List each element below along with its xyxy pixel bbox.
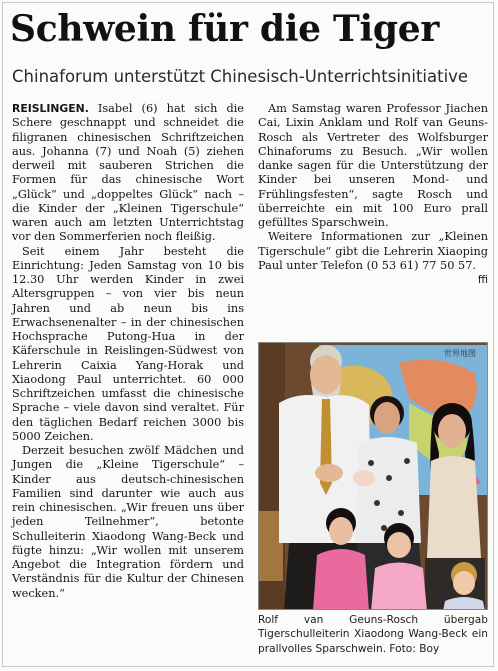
news-photo bbox=[258, 342, 488, 610]
photo-illustration bbox=[259, 343, 488, 610]
subheadline: Chinaforum unterstützt Chinesisch-Unterrichtsinitiative bbox=[12, 67, 469, 86]
dateline: REISLINGEN. bbox=[12, 102, 89, 115]
paragraph-5-text: Weitere Informationen zur „Kleinen Tigerschule“ gibt die Lehrerin Xiaoping Paul unter Telefon (0 53 61) 77 50 57. bbox=[258, 230, 488, 272]
author-byline: ffi bbox=[477, 274, 488, 286]
map-title: 世界地图 bbox=[444, 349, 476, 358]
paragraph-3: Derzeit besuchen zwölf Mädchen und Jungen die „Kleine Tigerschule“ – Kinder aus deutsch-chinesischen Familien sind darunter wie auch aus rein chinesischen. „Wir freuen uns über jeden Teilnehmer“, betonte Schulleiterin Xiaodong Wang-Beck und fügte hinzu: „Wir wollen mit unserem Angebot die Integration fördern und Verständnis für die Kultur der Chinesen wecken.“ bbox=[12, 444, 244, 600]
article-column-1 bbox=[12, 102, 244, 601]
paragraph-4: Am Samstag waren Professor Jiachen Cai, Lixin Anklam und Rolf van Geuns-Rosch als Vertreter des Wolfsburger Chinaforums zu Besuch. „Wir wollen danke sagen für die Unterstützung der Kinder bei unseren Mond- und Frühlingsfesten“, sagte Rosch und überreichte ein mit 100 Euro prall gefülltes Sparschwein. bbox=[258, 102, 488, 229]
paragraph-1 bbox=[12, 102, 244, 245]
article-column-2 bbox=[258, 102, 488, 287]
paragraph-1-text: Isabel (6) hat sich die Schere geschnappt und schneidet die filigranen chinesischen Schriftzeichen aus. Johanna (7) und Noah (5) ziehen derweil mit sauberen Strichen die Formen für das chinesische Wort „Glück“ und „doppeltes Glück“ nach – die Kinder der „Kleinen Tigerschule“ waren auch am letzten Unterrichtstag vor den Sommerferien noch fleißig. bbox=[12, 102, 244, 244]
headline: Schwein für die Tiger bbox=[10, 8, 440, 50]
paragraph-2: Seit einem Jahr besteht die Einrichtung: Jeden Samstag von 10 bis 12.30 Uhr werden Kinder in zwei Altersgruppen – von vier bis neun Jahren und ab neun bis ins Erwachsenenalter – in der chinesischen Hochsprache Putong-Hua in der Käferschule in Reislingen-Südwest von Lehrerin Caixia Yang-Horak und Xiaodong Paul unterrichtet. 60 000 Schriftzeichen umfasst die chinesische Sprache – viele davon sind veraltet. Für den täglichen Bedarf reichen 3000 bis 5000 Zeichen. bbox=[12, 244, 244, 443]
photo-caption: Rolf van Geuns-Rosch übergab Tigerschulleiterin Xiaodong Wang-Beck ein prallvolles Sparschwein. Foto: Boy bbox=[258, 614, 488, 655]
paragraph-5 bbox=[258, 230, 488, 286]
